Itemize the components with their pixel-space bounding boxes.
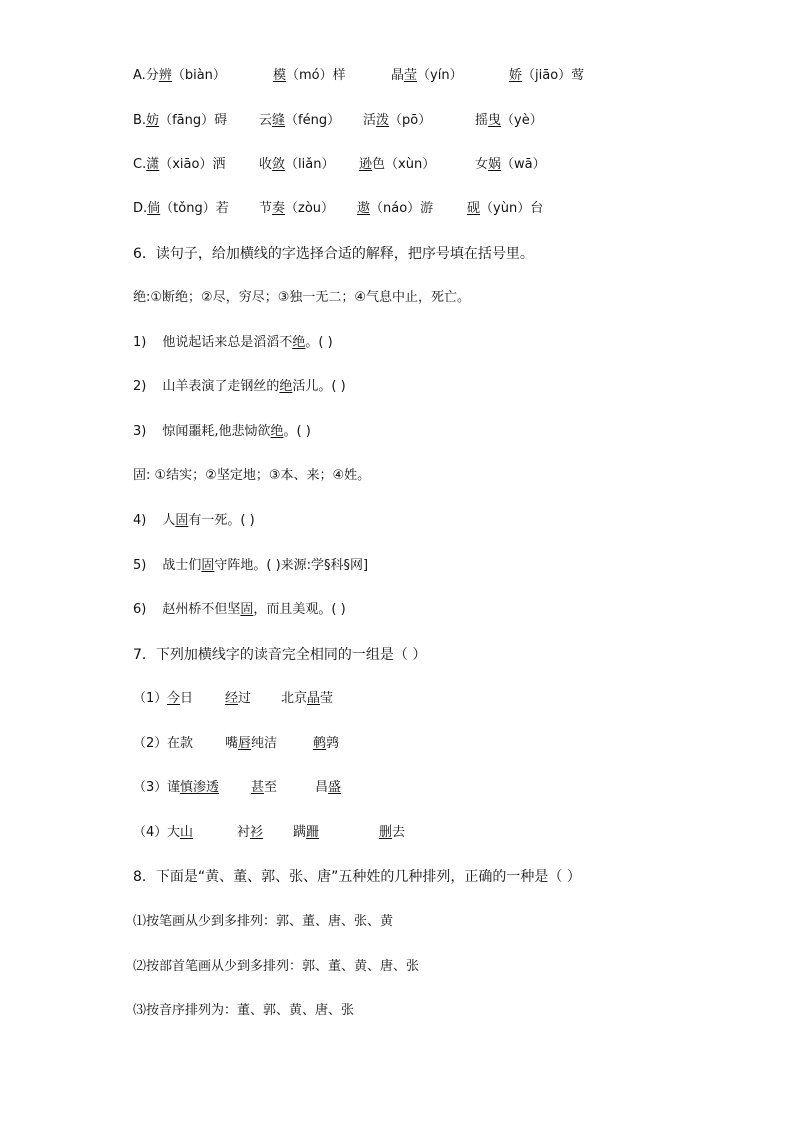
q7-group-4-word-4: 删去 [379, 825, 406, 840]
q8-option-1: ⑴按笔画从少到多排列：郭、董、唐、张、黄 [133, 914, 394, 929]
q7-group-1: （1） 今日 经过 北京晶莹 [133, 689, 167, 709]
option-label: C. [133, 157, 147, 172]
q6-sentence-2: 2) 山羊表演了走钢丝的绝活儿。( ) [133, 379, 346, 394]
q6-sentence-5: 5) 战士们固守阵地。( )来源:学§科§网] [133, 558, 369, 573]
option-a-item-1: 分辨（biàn） [145, 68, 226, 83]
option-a-item-3: 晶莹（yín） [391, 68, 463, 83]
option-b-item-3: 活泼（pō） [363, 113, 432, 128]
option-b-item-4: 摇曳（yè） [475, 113, 543, 128]
option-b-item-2: 云缝（féng） [259, 113, 341, 128]
q8-option-2: ⑵按部首笔画从少到多排列：郭、董、黄、唐、张 [133, 959, 420, 974]
q6-sentence-3: 3) 惊闻噩耗,他悲恸欲绝。( ) [133, 424, 311, 439]
option-d-item-2: 节奏（zòu） [259, 201, 335, 216]
q6-gu-definition: 固: ①结实；②坚定地；③本、来；④姓。 [133, 468, 371, 483]
q6-title: 6．读句子，给加横线的字选择合适的解释，把序号填在括号里。 [133, 246, 534, 262]
q7-group-2-word-1: 在款 [167, 736, 194, 751]
q6-sentence-4: 4) 人固有一死。( ) [133, 513, 255, 528]
q6-sentence-6: 6) 赵州桥不但坚固，而且美观。( ) [133, 602, 346, 617]
option-c-item-4: 女娲（wā） [475, 157, 546, 172]
option-b-item-1: 妨（fāng）碍 [146, 113, 228, 128]
q5-option-b [133, 111, 543, 131]
q5-option-a [133, 66, 585, 86]
q7-group-4: （4） 大山 衬衫 蹒跚 删去 [133, 823, 167, 843]
q8-title: 8．下面是“黄、董、郭、张、唐”五种姓的几种排列，正确的一种是（ ） [133, 869, 581, 885]
q5-option-d [133, 199, 544, 219]
option-a-item-2: 模（mó）样 [273, 68, 346, 83]
q7-group-4-word-2: 衬衫 [237, 825, 264, 840]
q7-group-2-word-3: 鹌鹑 [313, 736, 340, 751]
q6-sentence-1: 1) 他说起话来总是滔滔不绝。( ) [133, 335, 333, 350]
q7-group-1-word-1: 今日 [167, 691, 194, 706]
option-c-item-3: 逊色（xùn） [359, 157, 436, 172]
option-label: A. [133, 68, 146, 83]
option-d-item-4: 砚（yùn）台 [467, 201, 544, 216]
q7-group-3-word-1: 谨慎渗透 [167, 780, 220, 795]
q5-option-c [133, 155, 546, 175]
option-c-item-1: 潇（xiāo）洒 [146, 157, 226, 172]
option-d-item-1: 倘（tǒng）若 [147, 201, 229, 216]
q7-group-2: （2） 在款 嘴唇纯洁 鹌鹑 [133, 734, 167, 754]
q8-option-3: ⑶按音序排列为：董、郭、黄、唐、张 [133, 1003, 355, 1018]
q7-group-4-word-3: 蹒跚 [293, 825, 320, 840]
option-label: B. [133, 113, 147, 128]
option-a-item-4: 娇（jiāo）莺 [509, 68, 585, 83]
q7-group-3-word-2: 甚至 [251, 780, 278, 795]
q7-group-2-word-2: 嘴唇纯洁 [225, 736, 278, 751]
q7-title: 7．下列加横线字的读音完全相同的一组是（ ） [133, 647, 427, 663]
q7-group-4-word-1: 大山 [167, 825, 194, 840]
option-d-item-3: 遨（náo）游 [357, 201, 434, 216]
q6-jue-definition: 绝:①断绝；②尽，穷尽；③独一无二；④气息中止，死亡。 [133, 290, 470, 305]
q7-group-3-word-3: 昌盛 [315, 780, 342, 795]
q7-group-1-word-3: 北京晶莹 [281, 691, 334, 706]
q7-group-1-word-2: 经过 [225, 691, 252, 706]
q7-group-3: （3） 谨慎渗透 甚至 昌盛 [133, 778, 167, 798]
option-label: D. [133, 201, 148, 216]
option-c-item-2: 收敛（liǎn） [259, 157, 335, 172]
